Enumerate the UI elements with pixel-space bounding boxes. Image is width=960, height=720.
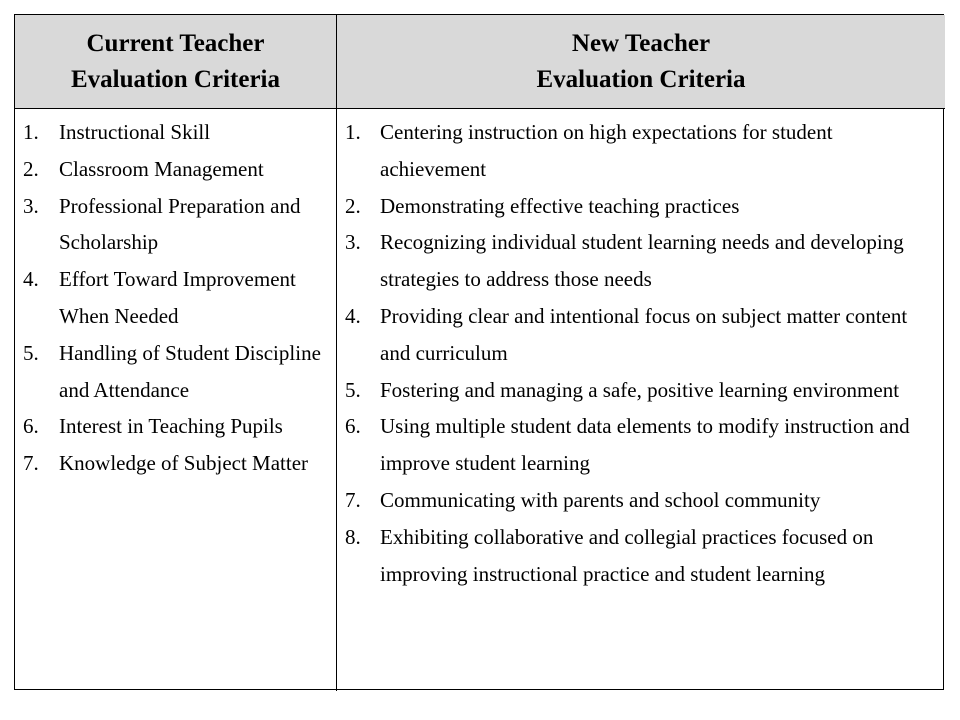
new-criteria-header: [337, 15, 945, 109]
list-item: [23, 114, 332, 151]
list-item-number: 4.: [345, 303, 361, 328]
criteria-comparison-table: [14, 14, 944, 690]
list-item-number: 5.: [345, 377, 361, 402]
list-item-text: Interest in Teaching Pupils: [59, 414, 283, 439]
list-item: [345, 408, 941, 482]
new-criteria-cell: [337, 109, 945, 691]
list-item-number: 7.: [23, 451, 39, 476]
list-item-text: Using multiple student data elements to modify instruction and improve student learning: [380, 414, 910, 476]
list-item-number: 1.: [345, 120, 361, 144]
list-item: [345, 114, 941, 188]
list-item: [345, 224, 941, 298]
list-item-text: Recognizing individual student learning needs and developing strategies to address those needs: [380, 230, 904, 292]
list-item: [345, 188, 941, 225]
list-item: [23, 445, 332, 482]
list-item-text: Providing clear and intentional focus on subject matter content and curriculum: [380, 303, 908, 365]
current-criteria-cell: [15, 109, 337, 691]
list-item-text: Instructional Skill: [59, 120, 211, 144]
list-item: [23, 151, 332, 188]
list-item-text: Demonstrating effective teaching practices: [380, 193, 740, 218]
list-item-number: 4.: [23, 267, 39, 292]
list-item-number: 2.: [345, 193, 361, 218]
list-item-number: 2.: [23, 156, 39, 181]
list-item: [23, 261, 332, 335]
list-item-number: 5.: [23, 340, 39, 365]
list-item-number: 3.: [23, 193, 39, 218]
list-item-text: Handling of Student Discipline and Attendance: [59, 340, 321, 402]
list-item-number: 1.: [23, 120, 39, 144]
list-item-text: Fostering and managing a safe, positive learning environment: [380, 377, 900, 402]
list-item: [345, 298, 941, 372]
current-header-line-2: Evaluation Criteria: [70, 65, 280, 93]
list-item: [345, 519, 941, 593]
list-item-text: Classroom Management: [59, 156, 264, 181]
list-item: [345, 372, 941, 409]
list-item-text: Exhibiting collaborative and collegial practices focused on improving instructional practice and student learning: [380, 524, 874, 586]
current-criteria-list: [15, 114, 336, 482]
list-item-text: Communicating with parents and school community: [380, 487, 821, 512]
list-item: [23, 335, 332, 409]
list-item-number: 3.: [345, 230, 361, 255]
list-item: [345, 482, 941, 519]
new-criteria-list: [337, 114, 945, 592]
list-item-number: 7.: [345, 487, 361, 512]
list-item-text: Centering instruction on high expectations for student achievement: [380, 120, 833, 181]
list-item-text: Professional Preparation and Scholarship: [59, 193, 301, 255]
current-header-line-1: Current Teacher: [86, 29, 265, 57]
list-item-number: 6.: [345, 414, 361, 439]
current-criteria-header: [15, 15, 337, 109]
list-item-number: 8.: [345, 524, 361, 549]
list-item: [23, 188, 332, 262]
list-item: [23, 408, 332, 445]
list-item-number: 6.: [23, 414, 39, 439]
list-item-text: Effort Toward Improvement When Needed: [59, 267, 296, 328]
new-header-line-2: Evaluation Criteria: [536, 65, 746, 93]
new-header-line-1: New Teacher: [571, 29, 711, 57]
list-item-text: Knowledge of Subject Matter: [59, 451, 309, 476]
